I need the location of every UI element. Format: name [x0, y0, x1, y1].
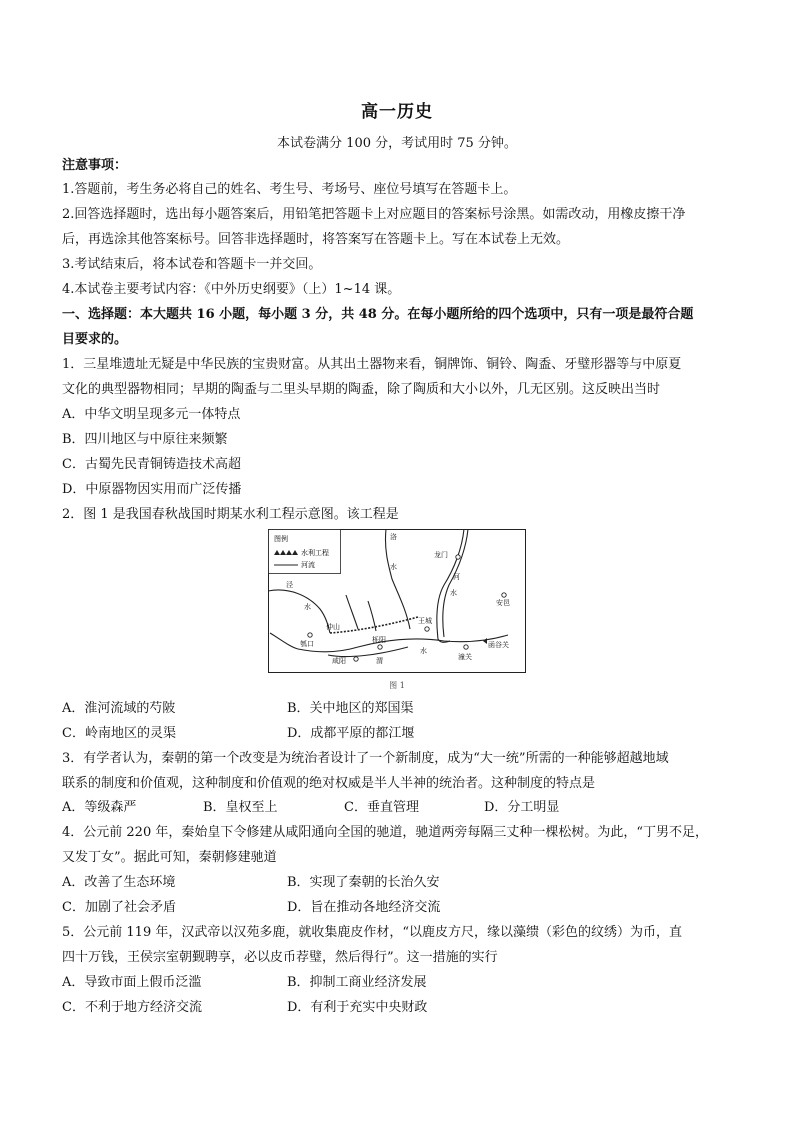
q2-option-b: B．关中地区的郑国渠 — [287, 701, 414, 716]
note-line-4: 3.考试结束后，将本试卷和答题卡一并交回。 — [62, 257, 322, 272]
q1-option-b: B．四川地区与中原往来频繁 — [62, 432, 228, 447]
label-tongguan: 潼关 — [458, 653, 472, 661]
tongguan-marker — [464, 645, 468, 649]
legend-river-label: 河流 — [301, 561, 315, 569]
q1-stem: 1．三星堆遗址无疑是中华民族的宝贵财富。从其出土器物来看，铜牌饰、铜铃、陶盉、牙璧形器等与中原夏 — [62, 357, 682, 372]
figure-caption: 图 1 — [389, 681, 405, 690]
label-liyang: 栎阳 — [372, 636, 386, 644]
wangcheng-marker — [425, 627, 429, 631]
label-longmen: 龙门 — [434, 551, 448, 559]
note-line-1: 1.答题前，考生务必将自己的姓名、考生号、考场号、座位号填写在答题卡上。 — [62, 182, 517, 197]
q1-stem-cont: 文化的典型器物相同；早期的陶盉与二里头早期的陶盉，除了陶质和大小以外，几无区别。这反映出当时 — [62, 382, 661, 397]
q3-option-d: D．分工明显 — [484, 800, 560, 815]
q5-option-c: C．不利于地方经济交流 — [62, 1000, 202, 1015]
note-line-5: 4.本试卷主要考试内容：《中外历史纲要》（上）1~14 课。 — [62, 282, 401, 297]
q4-option-a: A．改善了生态环境 — [62, 875, 176, 890]
q4-option-c: C．加剧了社会矛盾 — [62, 900, 176, 915]
hukou-marker — [308, 633, 312, 637]
section-heading: 一、选择题：本大题共 16 小题，每小题 3 分，共 48 分。在每小题所给的四个选项中，只有一项是最符合题 — [62, 307, 694, 322]
q3-option-a: A．等级森严 — [62, 800, 137, 815]
label-hukou: 瓠口 — [300, 640, 314, 648]
map-legend — [269, 530, 341, 574]
page-title: 高一历史 — [361, 102, 433, 122]
q3-option-b: B．皇权至上 — [203, 800, 278, 815]
label-anyi: 安邑 — [496, 599, 510, 607]
q4-option-d: D．旨在推动各地经济交流 — [287, 900, 441, 915]
exam-info: 本试卷满分 100 分，考试用时 75 分钟。 — [277, 136, 517, 151]
notes-heading: 注意事项： — [62, 158, 128, 173]
label-hanguguan: 函谷关 — [488, 641, 509, 649]
q1-option-c: C．古蜀先民青铜铸造技术高超 — [62, 457, 241, 472]
q4-option-b: B．实现了秦朝的长治久安 — [287, 875, 440, 890]
q2-option-c: C．岭南地区的灵渠 — [62, 726, 176, 741]
q1-option-d: D．中原器物因实用而广泛传播 — [62, 482, 242, 497]
label-wangcheng: 王城 — [418, 617, 432, 625]
q3-option-c: C．垂直管理 — [344, 800, 419, 815]
q2-option-d: D．成都平原的都江堰 — [287, 726, 415, 741]
anyi-marker — [502, 593, 506, 597]
q4-stem: 4．公元前 220 年，秦始皇下令修建从咸阳通向全国的驰道，驰道两旁每隔三丈种一棵松树。为此，“丁男不足， — [62, 825, 708, 840]
q3-stem: 3．有学者认为，秦朝的第一个改变是为统治者设计了一个新制度，成为“大一统”所需的一种能够超越地域 — [62, 751, 669, 766]
q5-stem-cont: 四十万钱，王侯宗室朝觐聘享，必以皮币荐璧，然后得行”。这一措施的实行 — [62, 950, 498, 965]
label-luo: 洛 — [390, 533, 397, 541]
q2-option-a: A．淮河流域的芍陂 — [62, 701, 176, 716]
legend-title: 图例 — [274, 535, 288, 543]
q5-option-b: B．抑制工商业经济发展 — [287, 975, 427, 990]
label-zhongshan: 仲山 — [326, 623, 340, 631]
note-line-3: 后，再选涂其他答案标号。回答非选择题时，将答案写在答题卡上。写在本试卷上无效。 — [62, 232, 570, 247]
q4-stem-cont: 又发丁女”。据此可知，秦朝修建驰道 — [62, 850, 277, 865]
section-heading-cont: 目要求的。 — [62, 332, 128, 347]
q1-option-a: A．中华文明呈现多元一体特点 — [62, 407, 241, 422]
longmen-marker — [456, 555, 460, 559]
q5-option-d: D．有利于充实中央财政 — [287, 1000, 428, 1015]
label-shui-2: 水 — [450, 589, 457, 597]
label-jing: 泾 — [286, 581, 293, 589]
liyang-marker — [378, 645, 382, 649]
label-he: 河 — [453, 573, 460, 581]
xianyang-marker — [354, 657, 358, 661]
note-line-2: 2.回答选择题时，选出每小题答案后，用铅笔把答题卡上对应题目的答案标号涂黑。如需改动，用橡皮擦干净 — [62, 207, 686, 222]
q5-stem: 5．公元前 119 年，汉武帝以汉苑多鹿，就收集鹿皮作材，“以鹿皮方尺，缘以藻缋（彩色的纹绣）为币，直 — [62, 925, 682, 940]
label-shui-1: 水 — [390, 563, 397, 571]
label-wei: 渭 — [376, 657, 383, 665]
q2-stem: 2．图 1 是我国春秋战国时期某水利工程示意图。该工程是 — [62, 507, 399, 522]
q3-stem-cont: 联系的制度和价值观，这种制度和价值观的绝对权威是半人半神的统治者。这种制度的特点是 — [62, 776, 596, 791]
map-figure — [268, 529, 526, 673]
legend-project-label: 水利工程 — [301, 549, 329, 557]
label-shui-4: 水 — [420, 647, 427, 655]
q5-option-a: A．导致市面上假币泛滥 — [62, 975, 202, 990]
label-shui-3: 水 — [304, 603, 311, 611]
label-xianyang: 咸阳 — [332, 657, 346, 665]
irrigation-map — [268, 529, 526, 673]
